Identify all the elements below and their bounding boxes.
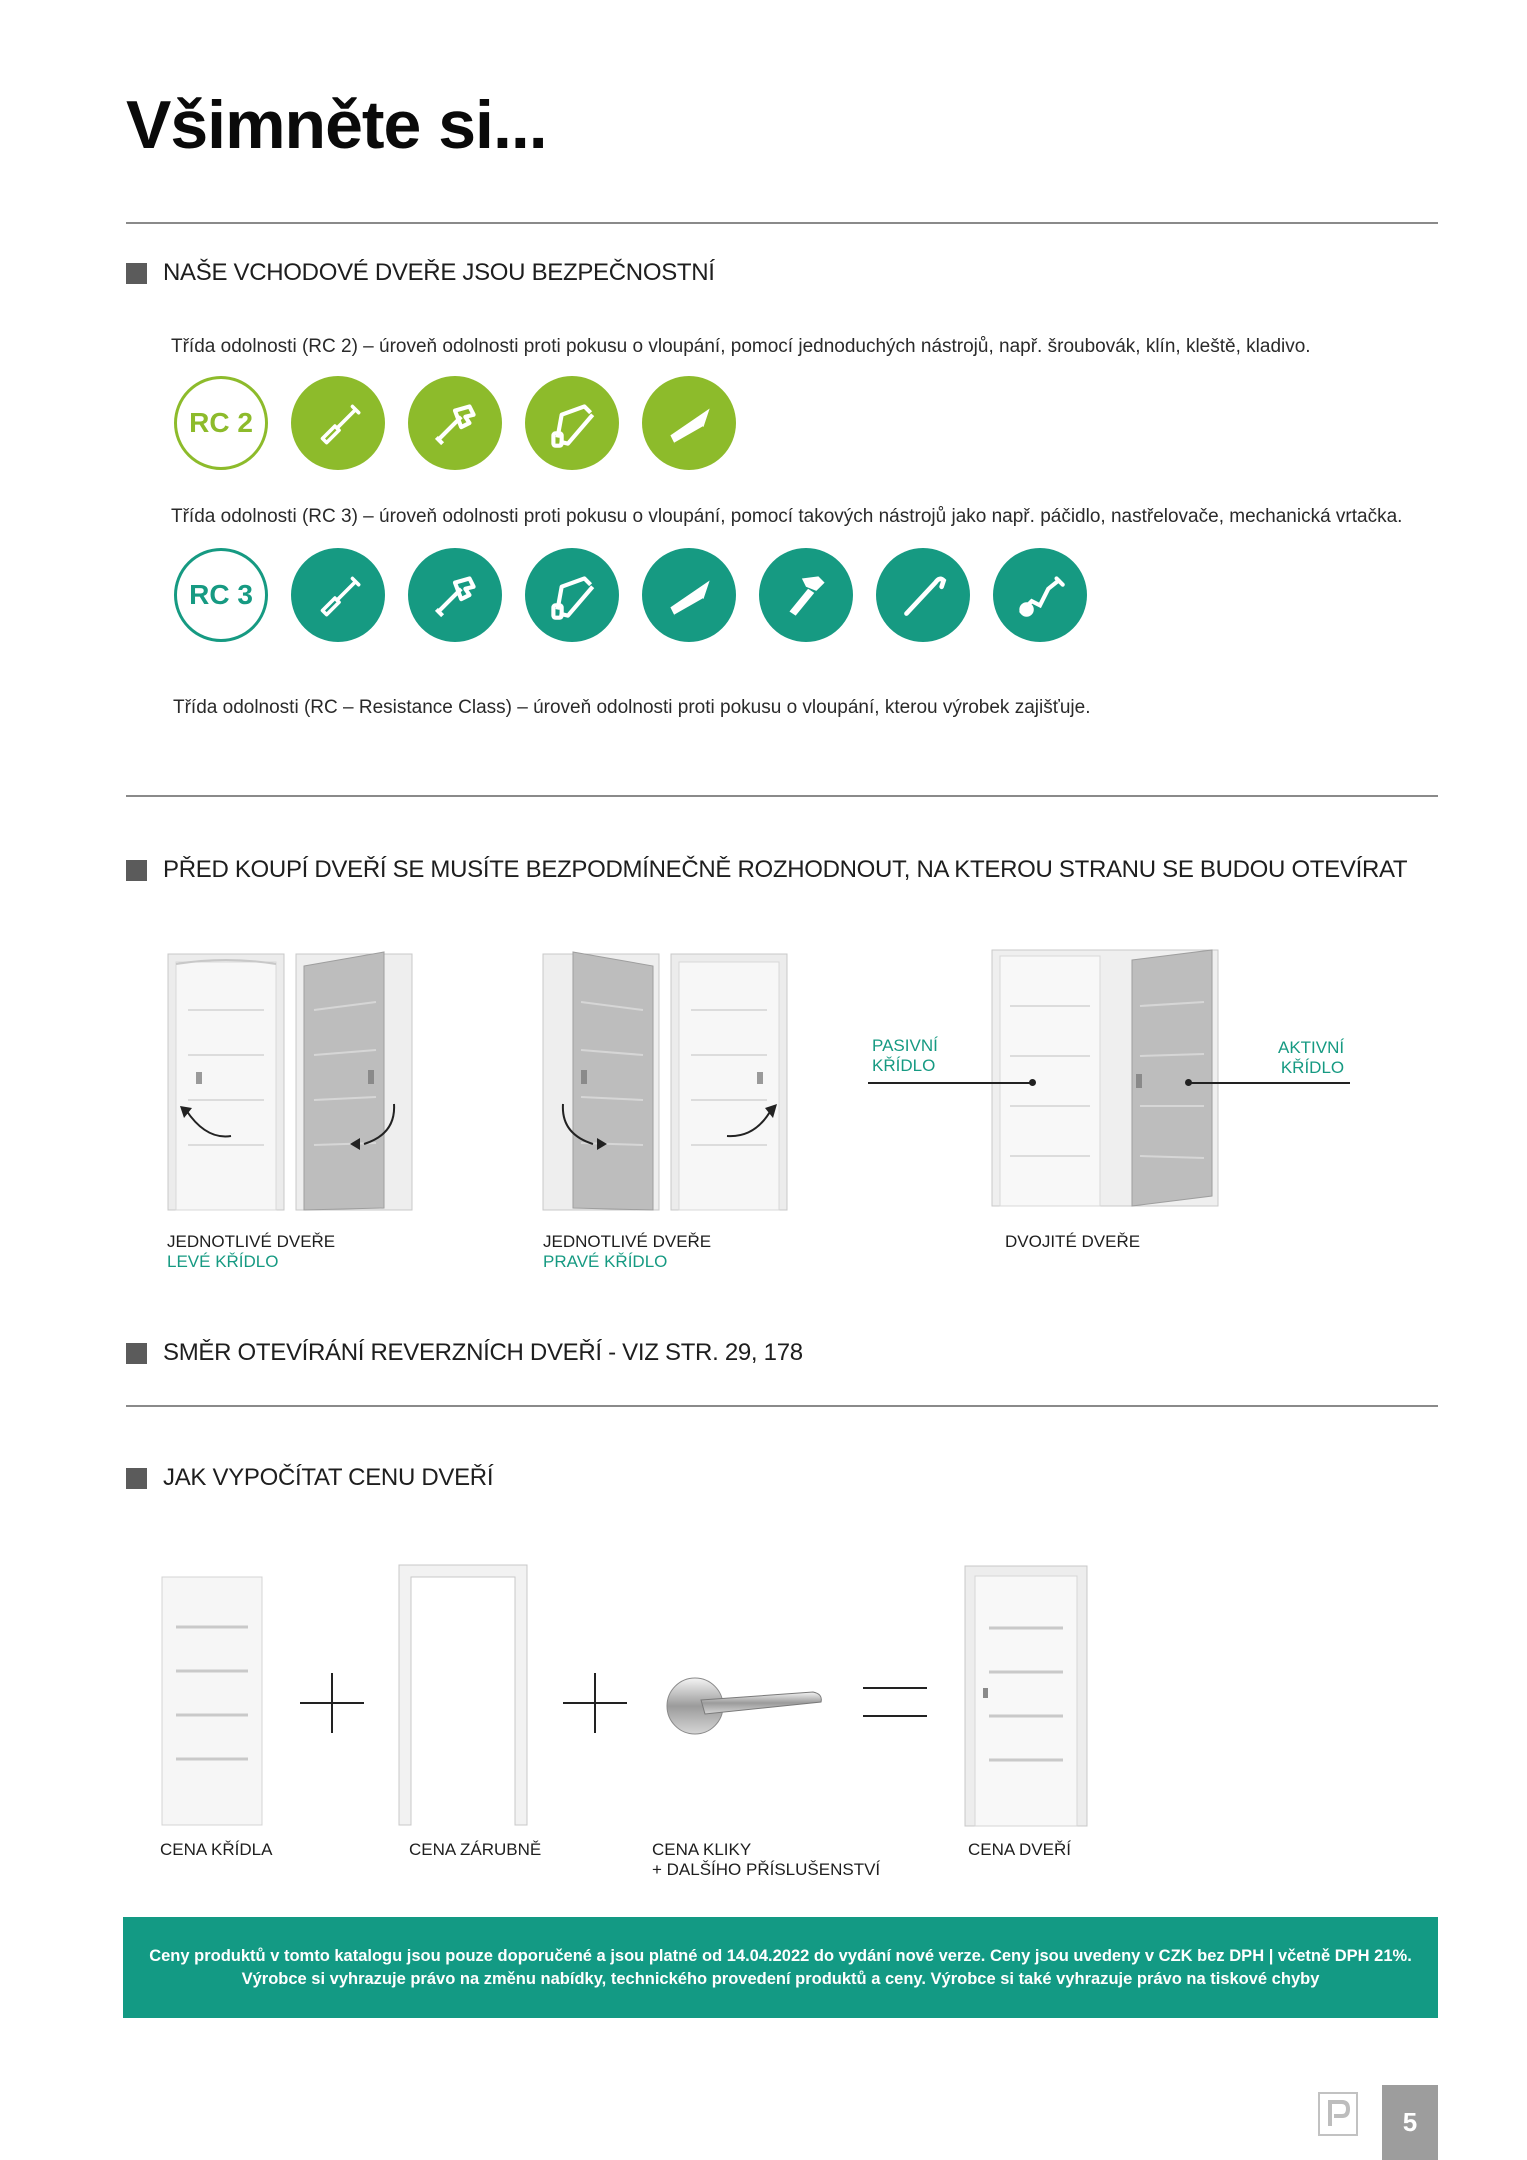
section-heading-reverse [126, 1338, 803, 1368]
equals-icon [863, 1687, 927, 1689]
bullet-square [126, 1468, 147, 1489]
section-heading-price [126, 1463, 493, 1493]
hammer-icon [759, 548, 853, 642]
left-swing-door-image [166, 950, 416, 1212]
door-frame-image [397, 1563, 529, 1827]
rc-definition: Třída odolnosti (RC – Resistance Class) – úroveň odolnosti proti pokusu o vloupání, kterou výrobek zajišťuje. [173, 697, 1091, 718]
caption-door-price: CENA DVEŘÍ [968, 1840, 1071, 1859]
door-handle-image [665, 1672, 825, 1738]
plus-icon [594, 1673, 596, 1733]
caption-line: JEDNOTLIVÉ DVEŘE [543, 1232, 712, 1251]
active-leader-line [1188, 1082, 1350, 1084]
rc3-description: Třída odolnosti (RC 3) – úroveň odolnosti proti pokusu o vloupání, pomocí takových nástrojů jako např. páčidlo, nastřelovače, mechanická vrtačka. [171, 506, 1403, 527]
saw-icon [525, 376, 619, 470]
door-leaf-image [160, 1575, 264, 1827]
rc2-badge: RC 2 [174, 376, 268, 470]
hand-drill-icon [993, 548, 1087, 642]
price-disclaimer-banner [123, 1917, 1438, 2018]
saw-icon [525, 548, 619, 642]
rc3-icon-row [174, 548, 1110, 644]
rc2-icon-row [174, 376, 759, 472]
page-number: 5 [1382, 2085, 1438, 2160]
divider [126, 1405, 1438, 1407]
plus-icon [331, 1673, 333, 1733]
caption-line: CENA KLIKY [652, 1840, 752, 1859]
section-heading-security [126, 258, 715, 288]
passive-leader-line [868, 1082, 1032, 1084]
section-heading-opening-side [126, 855, 1407, 885]
caption-frame-price: CENA ZÁRUBNĚ [409, 1840, 542, 1859]
label-line: KŘÍDLO [1280, 1058, 1345, 1077]
right-swing-door-image [541, 950, 791, 1212]
caption-right-door [543, 1232, 711, 1272]
bullet-square [126, 1343, 147, 1364]
equals-icon [863, 1715, 927, 1717]
passive-leaf-label [872, 1036, 938, 1076]
rc2-description: Třída odolnosti (RC 2) – úroveň odolnosti proti pokusu o vloupání, pomocí jednoduchých nástrojů, např. šroubovák, klín, kleště, kladivo. [171, 336, 1311, 357]
section-heading-text: SMĚR OTEVÍRÁNÍ REVERZNÍCH DVEŘÍ - VIZ STR. 29, 178 [163, 1339, 803, 1366]
caption-line: JEDNOTLIVÉ DVEŘE [167, 1232, 336, 1251]
section-heading-text: NAŠE VCHODOVÉ DVEŘE JSOU BEZPEČNOSTNÍ [163, 259, 715, 286]
leader-dot [1029, 1079, 1036, 1086]
banner-line: Ceny produktů v tomto katalogu jsou pouze doporučené a jsou platné od 14.04.2022 do vydání nové verze. Ceny jsou uvedeny v CZK bez DPH | včetně DPH 21%. [149, 1946, 1412, 1965]
wrench-icon [408, 376, 502, 470]
bullet-square [126, 860, 147, 881]
caption-line: + DALŠÍHO PŘÍSLUŠENSTVÍ [652, 1860, 881, 1879]
label-line: PASIVNÍ [872, 1036, 938, 1055]
screwdriver-icon [291, 376, 385, 470]
wrench-icon [408, 548, 502, 642]
wedge-icon [642, 376, 736, 470]
caption-subline: LEVÉ KŘÍDLO [167, 1252, 279, 1271]
caption-handle-price [652, 1840, 880, 1880]
caption-subline: PRAVÉ KŘÍDLO [543, 1252, 668, 1271]
caption-leaf-price: CENA KŘÍDLA [160, 1840, 273, 1859]
page-title: Všimněte si... [126, 87, 547, 163]
section-heading-text: JAK VYPOČÍTAT CENU DVEŘÍ [163, 1464, 494, 1491]
brand-logo-icon [1318, 2092, 1358, 2136]
double-door-image [990, 946, 1220, 1208]
active-leaf-label [1278, 1038, 1344, 1078]
label-line: AKTIVNÍ [1278, 1038, 1345, 1057]
caption-double-door: DVOJITÉ DVEŘE [1005, 1232, 1141, 1251]
wedge-icon [642, 548, 736, 642]
divider [126, 795, 1438, 797]
crowbar-icon [876, 548, 970, 642]
banner-line: Výrobce si vyhrazuje právo na změnu nabídky, technického provedení produktů a ceny. Výrobce si také vyhrazuje právo na tiskové chyby [241, 1969, 1320, 1988]
divider [126, 222, 1438, 224]
screwdriver-icon [291, 548, 385, 642]
rc3-badge: RC 3 [174, 548, 268, 642]
complete-door-image [963, 1564, 1089, 1828]
label-line: KŘÍDLO [872, 1056, 936, 1075]
leader-dot [1185, 1079, 1192, 1086]
section-heading-text: PŘED KOUPÍ DVEŘÍ SE MUSÍTE BEZPODMÍNEČNĚ ROZHODNOUT, NA KTEROU STRANU SE BUDOU OTEVÍRAT [163, 856, 1408, 883]
caption-left-door [167, 1232, 335, 1272]
bullet-square [126, 263, 147, 284]
